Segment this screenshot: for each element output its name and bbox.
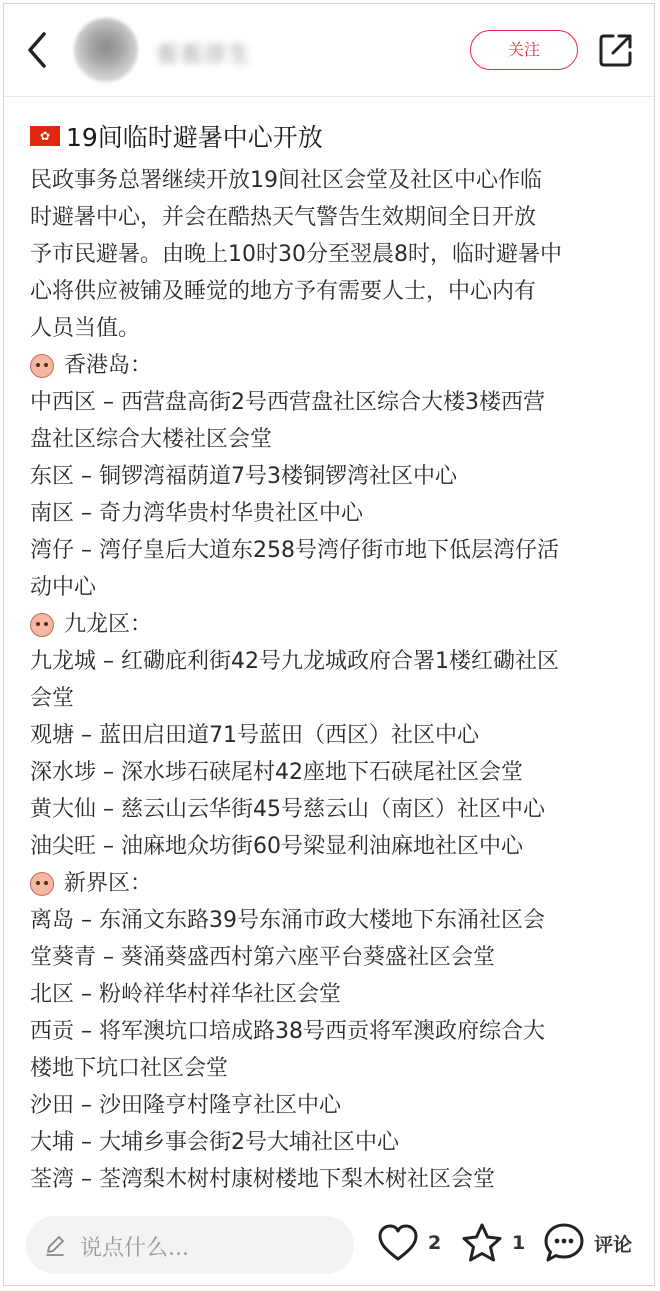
center-line: 西贡 – 将军澳坑口培成路38号西贡将军澳政府综合大 xyxy=(30,1019,545,1044)
back-arrow-icon xyxy=(18,28,58,72)
region-heading-kowloon xyxy=(30,606,634,643)
region-name: 新界区： xyxy=(64,871,153,896)
intro-line: 时避暑中心，并会在酷热天气警告生效期间全日开放 xyxy=(30,205,537,230)
follow-button[interactable]: 关注 xyxy=(470,30,578,70)
post-title-row xyxy=(30,116,634,156)
pencil-icon xyxy=(44,1234,66,1256)
center-line: 油尖旺 – 油麻地众坊街60号梁显利油麻地社区中心 xyxy=(30,834,523,859)
post-title: 19间临时避暑中心开放 xyxy=(66,123,323,152)
comment-input[interactable] xyxy=(26,1216,354,1274)
comment-label: 评论 xyxy=(594,1233,633,1256)
pig-emoji-icon xyxy=(30,613,54,637)
favorite-button[interactable] xyxy=(460,1218,525,1268)
center-line: 黄大仙 – 慈云山云华街45号慈云山（南区）社区中心 xyxy=(30,797,545,822)
center-line: 深水埗 – 深水埗石硖尾村42座地下石硖尾社区会堂 xyxy=(30,760,523,785)
center-line: 大埔 – 大埔乡事会街2号大埔社区中心 xyxy=(30,1130,399,1155)
intro-line: 人员当值。 xyxy=(30,316,141,341)
center-line: 会堂 xyxy=(30,686,75,711)
center-line: 观塘 – 蓝田启田道71号蓝田（西区）社区中心 xyxy=(30,723,479,748)
header xyxy=(4,4,655,97)
region-name: 香港岛： xyxy=(64,353,153,378)
favorite-count: 1 xyxy=(512,1232,526,1254)
intro-line: 予市民避暑。由晚上10时30分至翌晨8时，临时避暑中 xyxy=(30,242,562,267)
center-line: 堂葵青 – 葵涌葵盛西村第六座平台葵盛社区会堂 xyxy=(30,945,495,970)
like-button[interactable] xyxy=(376,1218,441,1268)
center-line: 楼地下坑口社区会堂 xyxy=(30,1056,229,1081)
intro-line: 心将供应被铺及睡觉的地方予有需要人士，中心内有 xyxy=(30,279,537,304)
share-button[interactable] xyxy=(596,30,636,70)
center-line: 北区 – 粉岭祥华村祥华社区会堂 xyxy=(30,982,341,1007)
like-count: 2 xyxy=(428,1232,442,1254)
center-line: 九龙城 – 红磡庇利街42号九龙城政府合署1楼红磡社区 xyxy=(30,649,559,674)
center-line: 南区 – 奇力湾华贵村华贵社区中心 xyxy=(30,501,363,526)
comment-placeholder: 说点什么... xyxy=(80,1236,189,1261)
star-icon xyxy=(460,1222,504,1264)
share-icon xyxy=(596,30,636,70)
hong-kong-flag-icon: ✿ xyxy=(30,126,60,146)
post-content xyxy=(30,116,634,1198)
username[interactable]: 看看淳生 xyxy=(156,43,253,68)
center-line: 离岛 – 东涌文东路39号东涌市政大楼地下东涌社区会 xyxy=(30,908,545,933)
comment-bubble-icon xyxy=(542,1221,586,1265)
center-line: 中西区 – 西营盘高街2号西营盘社区综合大楼3楼西营 xyxy=(30,390,545,415)
pig-emoji-icon xyxy=(30,354,54,378)
heart-icon xyxy=(376,1223,420,1263)
region-heading-new-territories xyxy=(30,865,634,902)
center-line: 荃湾 – 荃湾梨木树村康树楼地下梨木树社区会堂 xyxy=(30,1167,495,1192)
avatar[interactable] xyxy=(74,18,138,82)
center-line: 沙田 – 沙田隆亨村隆亨社区中心 xyxy=(30,1093,341,1118)
bottom-action-bar xyxy=(4,1200,655,1286)
pig-emoji-icon xyxy=(30,872,54,896)
back-button[interactable] xyxy=(18,28,58,72)
center-line: 东区 – 铜锣湾福荫道7号3楼铜锣湾社区中心 xyxy=(30,464,457,489)
comment-button[interactable] xyxy=(542,1218,632,1268)
center-line: 盘社区综合大楼社区会堂 xyxy=(30,427,273,452)
post-page xyxy=(3,3,655,1286)
center-line: 湾仔 – 湾仔皇后大道东258号湾仔街市地下低层湾仔活 xyxy=(30,538,559,563)
post-body xyxy=(30,162,634,1198)
intro-line: 民政事务总署继续开放19间社区会堂及社区中心作临 xyxy=(30,168,542,193)
region-name: 九龙区： xyxy=(64,612,153,637)
center-line: 动中心 xyxy=(30,575,97,600)
region-heading-hong-kong-island xyxy=(30,347,634,384)
